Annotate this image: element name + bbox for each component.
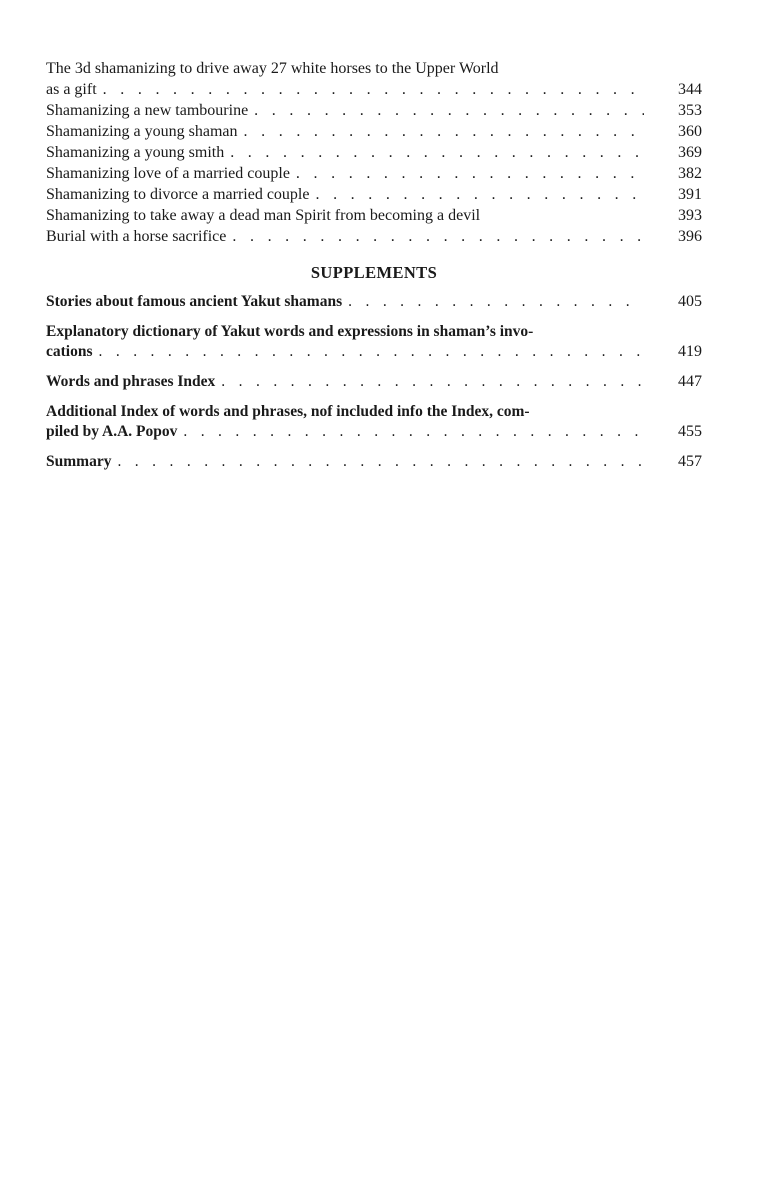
- toc-entry-text: Summary: [46, 453, 112, 470]
- toc-entry: [46, 58, 702, 100]
- toc-entry: [46, 205, 702, 226]
- page-number: 396: [678, 228, 702, 245]
- dot-leader: [232, 226, 644, 247]
- toc-entry: [46, 184, 702, 205]
- toc-entry-text: Shamanizing a young smith: [46, 144, 225, 161]
- toc-entry-text: Stories about famous ancient Yakut shamans: [46, 293, 343, 310]
- dot-leader: [230, 142, 644, 163]
- toc-entry-text: as a gift: [46, 81, 97, 98]
- toc-entry: [46, 121, 702, 142]
- toc-entry-text: Burial with a horse sacrifice: [46, 228, 227, 245]
- dot-leader: [296, 163, 644, 184]
- dot-leader: [99, 342, 645, 362]
- dot-leader: [103, 79, 644, 100]
- dot-leader: [315, 184, 644, 205]
- toc-entry-text: Additional Index of words and phrases, nof included info the Index, com-: [46, 403, 530, 420]
- page-number: 393: [678, 207, 702, 224]
- dot-leader: [221, 372, 644, 392]
- toc-entry: [46, 322, 702, 362]
- toc-entry: [46, 292, 702, 312]
- page-number: 457: [678, 453, 702, 470]
- page-number: 353: [678, 102, 702, 119]
- toc-entry-text: cations: [46, 343, 93, 360]
- toc-entry: [46, 142, 702, 163]
- page-number: 405: [678, 293, 702, 310]
- page-number: 391: [678, 186, 702, 203]
- toc-entry: [46, 100, 702, 121]
- toc-entry: [46, 402, 702, 442]
- page-number: 344: [678, 81, 702, 98]
- page-number: 360: [678, 123, 702, 140]
- toc-entry: [46, 452, 702, 472]
- supplements-heading: SUPPLEMENTS: [310, 263, 438, 282]
- page-number: 419: [678, 343, 702, 360]
- toc-entry: [46, 163, 702, 184]
- toc-entry-text: Shamanizing a young shaman: [46, 123, 238, 140]
- page-number: 455: [678, 423, 702, 440]
- toc-entry-text: Shamanizing to divorce a married couple: [46, 186, 310, 203]
- dot-leader: [348, 292, 644, 312]
- page-number: 447: [678, 373, 702, 390]
- dot-leader: [183, 422, 644, 442]
- supplements-list: [46, 292, 702, 472]
- page-number: 369: [678, 144, 702, 161]
- toc-entry-text: Explanatory dictionary of Yakut words and expressions in shaman’s invo-: [46, 323, 534, 340]
- toc-entry: [46, 226, 702, 247]
- toc-entry: [46, 372, 702, 392]
- toc-entry-text: Shamanizing love of a married couple: [46, 165, 290, 182]
- toc-entry-text: Words and phrases Index: [46, 373, 216, 390]
- page-number: 382: [678, 165, 702, 182]
- dot-leader: [117, 452, 644, 472]
- table-of-contents-page: [46, 58, 702, 482]
- toc-entry-text: piled by A.A. Popov: [46, 423, 178, 440]
- contents-list: [46, 58, 702, 247]
- dot-leader: [244, 121, 644, 142]
- toc-entry-text: Shamanizing to take away a dead man Spirit from becoming a devil: [46, 207, 481, 224]
- toc-entry-text: Shamanizing a new tambourine: [46, 102, 249, 119]
- dot-leader: [254, 100, 644, 121]
- toc-entry-text: The 3d shamanizing to drive away 27 white horses to the Upper World: [46, 60, 499, 77]
